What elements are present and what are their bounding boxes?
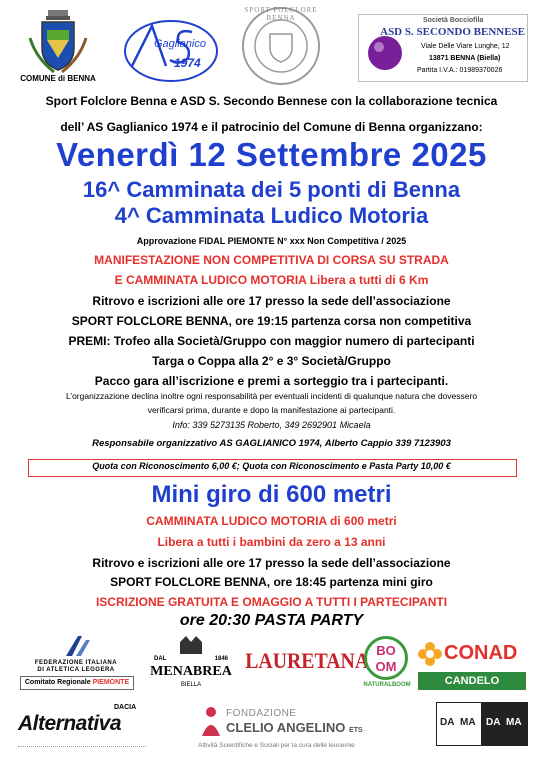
pacco-text: Pacco gara all’iscrizione e premi a sorteggio tra i partecipanti. bbox=[94, 374, 449, 388]
event-title-2: 4^ Camminata Ludico Motoria bbox=[114, 203, 429, 228]
event-title-1: 16^ Camminata dei 5 ponti di Benna bbox=[82, 177, 461, 202]
menabrea-year: 1846 bbox=[214, 656, 228, 662]
dacia-label: DACIA bbox=[114, 704, 137, 711]
boom-circle bbox=[364, 636, 408, 680]
mini-giro-line-1: CAMMINATA LUDICO MOTORIA di 600 metri bbox=[146, 514, 397, 528]
alternativa-addresses-bar bbox=[18, 746, 146, 753]
menabrea-dal: DAL bbox=[154, 656, 167, 662]
fondazione-line-1: FONDAZIONE bbox=[226, 708, 297, 719]
partenza-text: SPORT FOLCLORE BENNA, ore 19:15 partenza corsa non competitiva bbox=[71, 314, 472, 328]
darma-text-3: DA bbox=[486, 717, 501, 728]
mini-giro-partenza: SPORT FOLCLORE BENNA, ore 18:45 partenza mini giro bbox=[110, 575, 433, 589]
fidal-region-bar bbox=[20, 676, 134, 690]
fidal-runner-icon bbox=[64, 634, 94, 658]
darma-text-2: MA bbox=[460, 717, 476, 728]
alternativa-name: Alternativa bbox=[18, 712, 122, 735]
bocciofila-name: ASD S. SECONDO BENNESE bbox=[380, 26, 525, 38]
fidal-logo bbox=[16, 634, 136, 690]
boccia-ball-icon bbox=[365, 33, 405, 73]
bocciofila-city: 13871 BENNA (Biella) bbox=[429, 55, 501, 62]
fidal-region: PIEMONTE bbox=[92, 679, 130, 686]
fondazione-line-2 bbox=[226, 720, 363, 735]
conad-logo bbox=[418, 640, 526, 692]
lauretana-logo: LAURETANA bbox=[245, 648, 370, 673]
bocciofila-societa: Società Bocciofila bbox=[423, 17, 484, 24]
comune-label: COMUNE di BENNA bbox=[20, 74, 96, 83]
darma-logo bbox=[436, 702, 528, 746]
bocciofila-box bbox=[358, 14, 528, 82]
sport-folclore-logo bbox=[240, 4, 322, 88]
darma-text-1: DA bbox=[440, 717, 455, 728]
gaglianico-logo-text: Gaglianico bbox=[154, 38, 206, 50]
mini-giro-line-2: Libera a tutti i bambini da zero a 13 anni bbox=[157, 535, 386, 549]
quota-text: Quota con Riconoscimento 6,00 €; Quota con Riconoscimento e Pasta Party 10,00 € bbox=[92, 461, 451, 471]
candelo-label: CANDELO bbox=[444, 675, 500, 687]
candelo-bar bbox=[418, 672, 526, 690]
boom-bottom: OM bbox=[375, 659, 397, 674]
naturalboom-logo bbox=[360, 636, 414, 694]
info-contacts: Info: 339 5273135 Roberto, 349 2692901 Micaela bbox=[172, 420, 371, 430]
conad-name: CONAD bbox=[444, 642, 518, 664]
gaglianico-logo-year: 1974 bbox=[174, 56, 201, 70]
menabrea-logo bbox=[150, 634, 232, 694]
intro-line-1: Sport Folclore Benna e ASD S. Secondo Bennese con la collaborazione tecnica bbox=[45, 94, 498, 108]
pasta-party-text: ore 20:30 PASTA PARTY bbox=[179, 612, 364, 629]
ritrovo-text: Ritrovo e iscrizioni alle ore 17 presso la sede dell’associazione bbox=[92, 294, 451, 308]
conad-flower-icon bbox=[418, 642, 442, 666]
premi-text: PREMI: Trofeo alla Società/Gruppo con maggior numero di partecipanti bbox=[68, 334, 475, 348]
fidal-line-2: DI ATLETICA LEGGERA bbox=[37, 667, 115, 673]
fidal-line-1: FEDERAZIONE ITALIANA bbox=[34, 660, 118, 666]
manifestazione-line-2: E CAMMINATA LUDICO MOTORIA Libera a tutti di 6 Km bbox=[114, 273, 429, 287]
mini-giro-title: Mini giro di 600 metri bbox=[151, 481, 392, 508]
menabrea-city: BIELLA bbox=[180, 682, 202, 688]
fidal-region-prefix: Comitato Regionale bbox=[24, 679, 93, 686]
intro-line-2: dell’ AS Gaglianico 1974 e il patrocinio del Comune di Benna organizzano: bbox=[60, 120, 483, 134]
bocciofila-piva: Partita I.V.A.: 01989370026 bbox=[417, 67, 503, 74]
event-date-title: Venerdì 12 Settembre 2025 bbox=[56, 136, 487, 173]
fidal-approval: Approvazione FIDAL PIEMONTE N° xxx Non Competitiva / 2025 bbox=[136, 236, 407, 246]
disclaimer-line-2: verificarsi prima, durante e dopo la manifestazione ai partecipanti. bbox=[147, 405, 396, 415]
fondazione-figure-icon bbox=[200, 706, 222, 736]
darma-text-4: MA bbox=[506, 717, 522, 728]
responsabile-contact: Responsabile organizzativo AS GAGLIANICO 1974, Alberto Cappio 339 7123903 bbox=[92, 438, 451, 449]
boom-top: BO bbox=[376, 643, 396, 658]
menabrea-name: MENABREA bbox=[150, 664, 232, 679]
menabrea-crest-icon bbox=[176, 634, 206, 656]
mini-giro-ritrovo: Ritrovo e iscrizioni alle ore 17 presso la sede dell’associazione bbox=[92, 556, 451, 570]
folclore-ring-text: SPORT FOLCLORE BENNA bbox=[244, 6, 318, 22]
fondazione-ets: ETS bbox=[349, 727, 363, 734]
coat-of-arms-icon bbox=[18, 8, 98, 78]
disclaimer-line-1: L’organizzazione declina inoltre ogni responsabilità per eventuali incidenti di qualunque natura che dovessero bbox=[65, 391, 478, 401]
gaglianico-logo bbox=[122, 18, 220, 84]
manifestazione-line-1: MANIFESTAZIONE NON COMPETITIVA DI CORSA SU STRADA bbox=[94, 253, 449, 267]
alternativa-logo bbox=[18, 700, 158, 760]
targa-text: Targa o Coppa alla 2° e 3° Società/Gruppo bbox=[152, 354, 391, 368]
fondazione-caption: Attività Scientifiche e Sociali per la cura delle leucemie bbox=[198, 742, 355, 749]
fondazione-logo bbox=[196, 702, 386, 760]
bocciofila-address: Viale Delle Viare Lunghe, 12 bbox=[421, 43, 510, 50]
mini-giro-iscrizione: ISCRIZIONE GRATUITA E OMAGGIO A TUTTI I PARTECIPANTI bbox=[95, 595, 448, 609]
comune-benna-logo bbox=[18, 8, 98, 90]
boom-caption: NATURALBOOM bbox=[363, 682, 411, 688]
fondazione-name: CLELIO ANGELINO bbox=[226, 720, 346, 735]
